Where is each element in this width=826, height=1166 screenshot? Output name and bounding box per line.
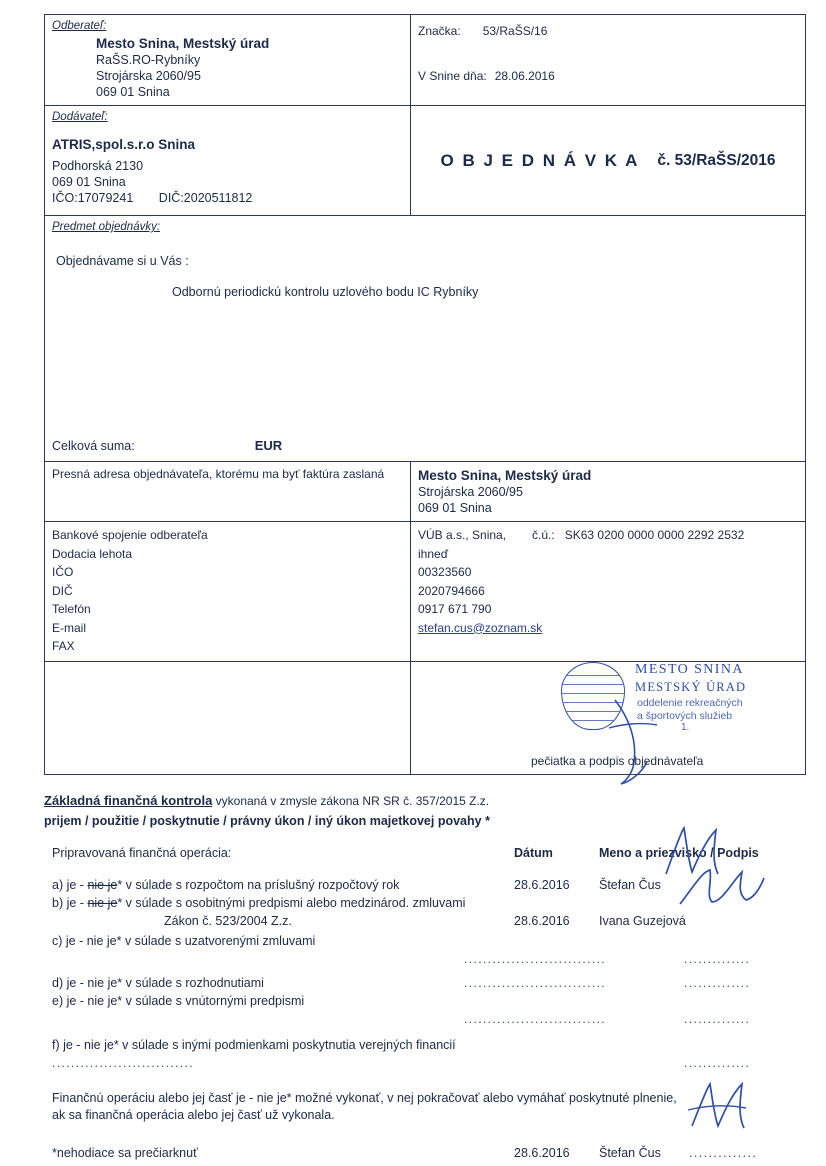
footnote-dots: .............. bbox=[689, 1146, 758, 1160]
invoice-address-label-cell bbox=[45, 462, 411, 521]
stamp-line4: a športových služieb bbox=[637, 709, 733, 722]
date-label: V Snine dňa: bbox=[418, 69, 487, 83]
supplier-street: Podhorská 2130 bbox=[52, 159, 144, 173]
financial-control-section bbox=[44, 792, 806, 1166]
item-d-text: d) je - nie je* v súlade s rozhodnutiami bbox=[52, 976, 264, 990]
invoice-address-row bbox=[45, 462, 805, 522]
financial-item-b-line2 bbox=[44, 914, 806, 932]
invoice-address-cell bbox=[411, 462, 805, 521]
financial-item-c-dots bbox=[44, 952, 806, 970]
details-row bbox=[45, 522, 805, 662]
stamp-line5: 1. bbox=[681, 721, 690, 733]
stamp-row bbox=[45, 662, 805, 774]
coat-of-arms-icon bbox=[561, 662, 625, 730]
stamp-area bbox=[411, 662, 807, 774]
footnote-date: 28.6.2016 bbox=[514, 1146, 570, 1160]
supplier-ids bbox=[52, 190, 403, 206]
item-d-dots-left: .............................. bbox=[464, 976, 607, 990]
financial-subtitle bbox=[44, 814, 806, 828]
stamp-left-empty bbox=[45, 662, 411, 774]
invoice-address-name: Mesto Snina, Mestský úrad bbox=[418, 468, 592, 483]
account-label: č.ú.: bbox=[532, 528, 555, 542]
stamp-line2: MESTSKÝ ÚRAD bbox=[635, 679, 747, 694]
detail-label-delivery: Dodacia lehota bbox=[52, 546, 133, 561]
item-b-name: Ivana Guzejová bbox=[599, 914, 686, 928]
reference-value: 53/RaŠS/16 bbox=[482, 24, 548, 38]
order-title: O B J E D N Á V K A bbox=[440, 150, 640, 170]
supplier-row bbox=[45, 106, 805, 216]
date-line bbox=[418, 69, 798, 83]
financial-item-e bbox=[44, 994, 806, 1012]
detail-label-dic: DIČ bbox=[52, 583, 73, 598]
detail-label-ico: IČO bbox=[52, 565, 74, 579]
order-number: č. 53/RaŠS/2016 bbox=[657, 151, 776, 169]
item-a-text: a) je - nie je* v súlade s rozpočtom na príslušný rozpočtový rok bbox=[52, 878, 400, 892]
financial-title-rest: vykonaná v zmysle zákona NR SR č. 357/2015 Z.z. bbox=[212, 794, 490, 808]
item-b-second-line: Zákon č. 523/2004 Z.z. bbox=[164, 914, 292, 928]
financial-subtitle-a: prijem / použitie / poskytnutie / právny úkon / bbox=[44, 814, 315, 828]
stamp-line3: oddelenie rekreačných bbox=[637, 696, 743, 709]
order-form-table bbox=[44, 14, 806, 775]
item-c-dots-right: .............. bbox=[684, 952, 751, 966]
reference-line bbox=[418, 24, 798, 38]
customer-label: Odberateľ: bbox=[52, 20, 107, 32]
total-line bbox=[52, 438, 282, 453]
financial-title-line bbox=[44, 792, 806, 810]
supplier-dic: DIČ:2020511812 bbox=[158, 191, 253, 205]
reference-label: Značka: bbox=[418, 24, 461, 38]
customer-line2: RaŠS.RO-Rybníky bbox=[96, 53, 201, 67]
subject-item: Odbornú periodickú kontrolu uzlového bodu IC Rybníky bbox=[172, 285, 479, 299]
detail-label-bank: Bankové spojenie odberateľa bbox=[52, 528, 208, 542]
item-b-text: b) je - nie je* v súlade s osobitnými predpismi alebo medzinárod. zmluvami bbox=[52, 896, 466, 910]
date-value: 28.06.2016 bbox=[494, 69, 555, 83]
reference-cell bbox=[411, 15, 805, 105]
financial-subtitle-b: iný úkon majetkovej povahy bbox=[314, 814, 482, 828]
detail-label-email: E-mail bbox=[52, 620, 87, 635]
item-b-date: 28.6.2016 bbox=[514, 914, 570, 928]
subject-row bbox=[45, 216, 805, 462]
item-e-text: e) je - nie je* v súlade s vnútornými predpismi bbox=[52, 994, 305, 1008]
official-stamp-icon bbox=[559, 654, 749, 740]
customer-line4: 069 01 Snina bbox=[96, 85, 170, 99]
item-a-name: Štefan Čus bbox=[599, 878, 661, 892]
financial-paragraph-1: Finančnú operáciu alebo jej časť je - nie je* možné vykonať, v nej pokračovať alebo vymáhať poskytnuté plnenie, bbox=[52, 1091, 677, 1105]
col-operation: Pripravovaná finančná operácia: bbox=[52, 846, 232, 860]
detail-label-fax: FAX bbox=[52, 639, 75, 653]
financial-item-a bbox=[44, 878, 806, 896]
detail-value-email[interactable]: stefan.cus@zoznam.sk bbox=[418, 620, 543, 635]
financial-item-d bbox=[44, 976, 806, 994]
detail-value-ico: 00323560 bbox=[418, 565, 472, 579]
detail-value-bank bbox=[418, 526, 798, 545]
financial-footnote-row bbox=[44, 1146, 806, 1166]
financial-item-f bbox=[44, 1038, 806, 1056]
bank-name: VÚB a.s., Snina, bbox=[418, 528, 507, 542]
supplier-city: 069 01 Snina bbox=[52, 175, 126, 189]
item-c-text: c) je - nie je* v súlade s uzatvorenými zmluvami bbox=[52, 934, 316, 948]
order-title-cell bbox=[411, 106, 805, 215]
supplier-name: ATRIS,spol.s.r.o Snina bbox=[52, 137, 196, 152]
details-values-cell bbox=[411, 522, 805, 661]
subject-label: Predmet objednávky: bbox=[52, 221, 161, 233]
financial-item-b bbox=[44, 896, 806, 914]
financial-item-e-dots bbox=[44, 1012, 806, 1030]
detail-value-dic: 2020794666 bbox=[418, 583, 485, 598]
invoice-address-label: Presná adresa objednávateľa, ktorému ma byť faktúra zaslaná bbox=[52, 467, 385, 481]
financial-item-c bbox=[44, 934, 806, 952]
subject-intro: Objednávame si u Vás : bbox=[56, 254, 189, 268]
customer-cell bbox=[45, 15, 411, 105]
supplier-cell bbox=[45, 106, 411, 215]
details-labels-cell bbox=[45, 522, 411, 661]
customer-line3: Strojárska 2060/95 bbox=[96, 69, 201, 83]
item-f-dots-left: .............................. bbox=[52, 1056, 195, 1070]
customer-row bbox=[45, 15, 805, 106]
supplier-ico: IČO:17079241 bbox=[52, 191, 134, 205]
detail-label-phone: Telefón bbox=[52, 602, 91, 616]
item-a-date: 28.6.2016 bbox=[514, 878, 570, 892]
supplier-label: Dodávateľ: bbox=[52, 111, 108, 123]
item-f-text: f) je - nie je* v súlade s inými podmienkami poskytnutia verejných financií bbox=[52, 1038, 456, 1052]
item-d-dots-right: .............. bbox=[684, 976, 751, 990]
invoice-address-city: 069 01 Snina bbox=[418, 501, 492, 515]
financial-header-row bbox=[44, 846, 806, 864]
financial-title: Základná finančná kontrola bbox=[44, 793, 213, 808]
footnote-name: Štefan Čus bbox=[599, 1146, 661, 1160]
invoice-address-street: Strojárska 2060/95 bbox=[418, 485, 523, 499]
financial-paragraph bbox=[52, 1090, 806, 1124]
detail-value-phone: 0917 671 790 bbox=[418, 602, 492, 616]
col-date: Dátum bbox=[514, 846, 553, 860]
col-name: Meno a priezvisko / Podpis bbox=[599, 846, 759, 860]
financial-subtitle-star: * bbox=[481, 814, 490, 828]
customer-name: Mesto Snina, Mestský úrad bbox=[96, 36, 270, 51]
financial-paragraph-2: ak sa finančná operácia alebo jej časť už vykonala. bbox=[52, 1108, 335, 1122]
item-c-dots-left: .............................. bbox=[464, 952, 607, 966]
item-e-dots-left: .............................. bbox=[464, 1012, 607, 1026]
account-value: SK63 0200 0000 0000 2292 2532 bbox=[564, 528, 745, 542]
detail-value-delivery: ihneď bbox=[418, 546, 449, 561]
footnote-text: *nehodiace sa prečiarknuť bbox=[52, 1146, 198, 1160]
total-label: Celková suma: bbox=[52, 439, 135, 453]
total-currency: EUR bbox=[254, 438, 283, 453]
stamp-line1: MESTO SNINA bbox=[635, 661, 744, 677]
financial-item-f-dots bbox=[44, 1056, 806, 1074]
item-f-dots-right: .............. bbox=[684, 1056, 751, 1070]
item-e-dots-right: .............. bbox=[684, 1012, 751, 1026]
stamp-caption: pečiatka a podpis objednávateľa bbox=[531, 753, 704, 768]
